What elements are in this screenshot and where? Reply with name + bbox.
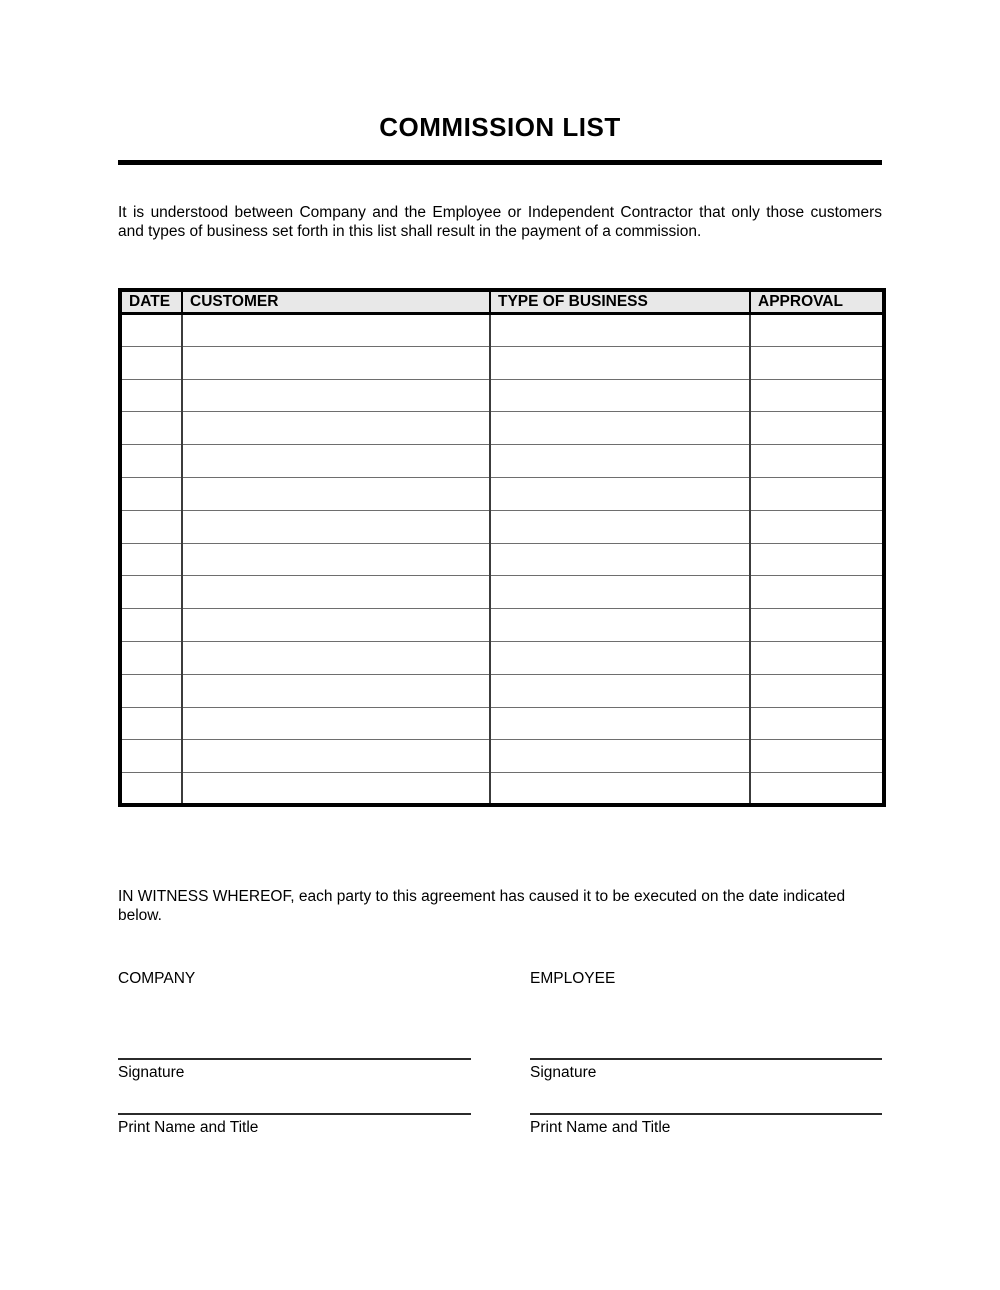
table-cell [490, 609, 750, 642]
table-row [120, 773, 884, 806]
table-row [120, 445, 884, 478]
commission-table [118, 288, 886, 807]
table-cell [750, 314, 884, 347]
table-header-row [120, 290, 884, 314]
column-header-approval: APPROVAL [750, 290, 884, 314]
table-cell [182, 740, 490, 773]
table-row [120, 609, 884, 642]
company-signature-label: Signature [118, 1064, 185, 1081]
table-cell [490, 314, 750, 347]
table-cell [120, 477, 182, 510]
table-cell [120, 609, 182, 642]
table-cell [120, 379, 182, 412]
table-cell [182, 773, 490, 806]
column-header-date: DATE [120, 290, 182, 314]
table-cell [490, 379, 750, 412]
table-cell [120, 346, 182, 379]
table-cell [490, 674, 750, 707]
table-cell [120, 412, 182, 445]
table-row [120, 510, 884, 543]
table-cell [750, 641, 884, 674]
employee-print-name-line [530, 1113, 882, 1115]
table-cell [182, 346, 490, 379]
table-cell [120, 674, 182, 707]
table-row [120, 412, 884, 445]
intro-paragraph: It is understood between Company and the Employee or Independent Contractor that only those customers and types of business set forth in this list shall result in the payment of a commission. [118, 204, 882, 240]
table-cell [750, 707, 884, 740]
table-cell [182, 609, 490, 642]
table-cell [120, 773, 182, 806]
table-row [120, 379, 884, 412]
table-cell [182, 543, 490, 576]
company-print-name-label: Print Name and Title [118, 1119, 259, 1136]
table-cell [182, 412, 490, 445]
table-cell [490, 346, 750, 379]
table-cell [490, 707, 750, 740]
table-cell [750, 477, 884, 510]
table-row [120, 740, 884, 773]
table-row [120, 346, 884, 379]
table-row [120, 543, 884, 576]
table-cell [490, 740, 750, 773]
table-row [120, 641, 884, 674]
table-row [120, 707, 884, 740]
table-cell [750, 510, 884, 543]
table-cell [182, 510, 490, 543]
table-cell [490, 510, 750, 543]
table-cell [750, 576, 884, 609]
employee-party-label: EMPLOYEE [530, 970, 616, 987]
table-cell [182, 314, 490, 347]
table-cell [750, 773, 884, 806]
table-cell [490, 543, 750, 576]
table-cell [750, 445, 884, 478]
table-row [120, 314, 884, 347]
employee-signature-block [530, 970, 882, 1145]
column-header-customer: CUSTOMER [182, 290, 490, 314]
employee-signature-label: Signature [530, 1064, 597, 1081]
table-cell [182, 674, 490, 707]
table-cell [490, 412, 750, 445]
table-cell [120, 576, 182, 609]
company-print-name-line [118, 1113, 471, 1115]
table-cell [750, 609, 884, 642]
table-cell [750, 740, 884, 773]
table-cell [120, 314, 182, 347]
table-row [120, 674, 884, 707]
table-cell [120, 445, 182, 478]
table-cell [750, 543, 884, 576]
company-signature-block [118, 970, 471, 1145]
table-cell [750, 412, 884, 445]
table-cell [120, 641, 182, 674]
table-cell [182, 445, 490, 478]
table-cell [750, 379, 884, 412]
table-cell [120, 707, 182, 740]
table-cell [490, 477, 750, 510]
table-row [120, 477, 884, 510]
table-cell [490, 641, 750, 674]
table-cell [182, 379, 490, 412]
table-cell [120, 510, 182, 543]
table-cell [182, 576, 490, 609]
table-row [120, 576, 884, 609]
table-cell [490, 773, 750, 806]
title-divider [118, 160, 882, 165]
column-header-type-of-business: TYPE OF BUSINESS [490, 290, 750, 314]
table-cell [490, 445, 750, 478]
employee-signature-line [530, 1058, 882, 1060]
table-cell [750, 674, 884, 707]
table-cell [120, 740, 182, 773]
page-title: COMMISSION LIST [379, 112, 621, 142]
table-cell [182, 707, 490, 740]
table-cell [750, 346, 884, 379]
table-cell [182, 477, 490, 510]
company-party-label: COMPANY [118, 970, 196, 987]
employee-print-name-label: Print Name and Title [530, 1119, 671, 1136]
witness-paragraph: IN WITNESS WHEREOF, each party to this agreement has caused it to be executed on the date indicated below. [118, 888, 846, 924]
table-cell [182, 641, 490, 674]
table-cell [120, 543, 182, 576]
company-signature-line [118, 1058, 471, 1060]
table-cell [490, 576, 750, 609]
